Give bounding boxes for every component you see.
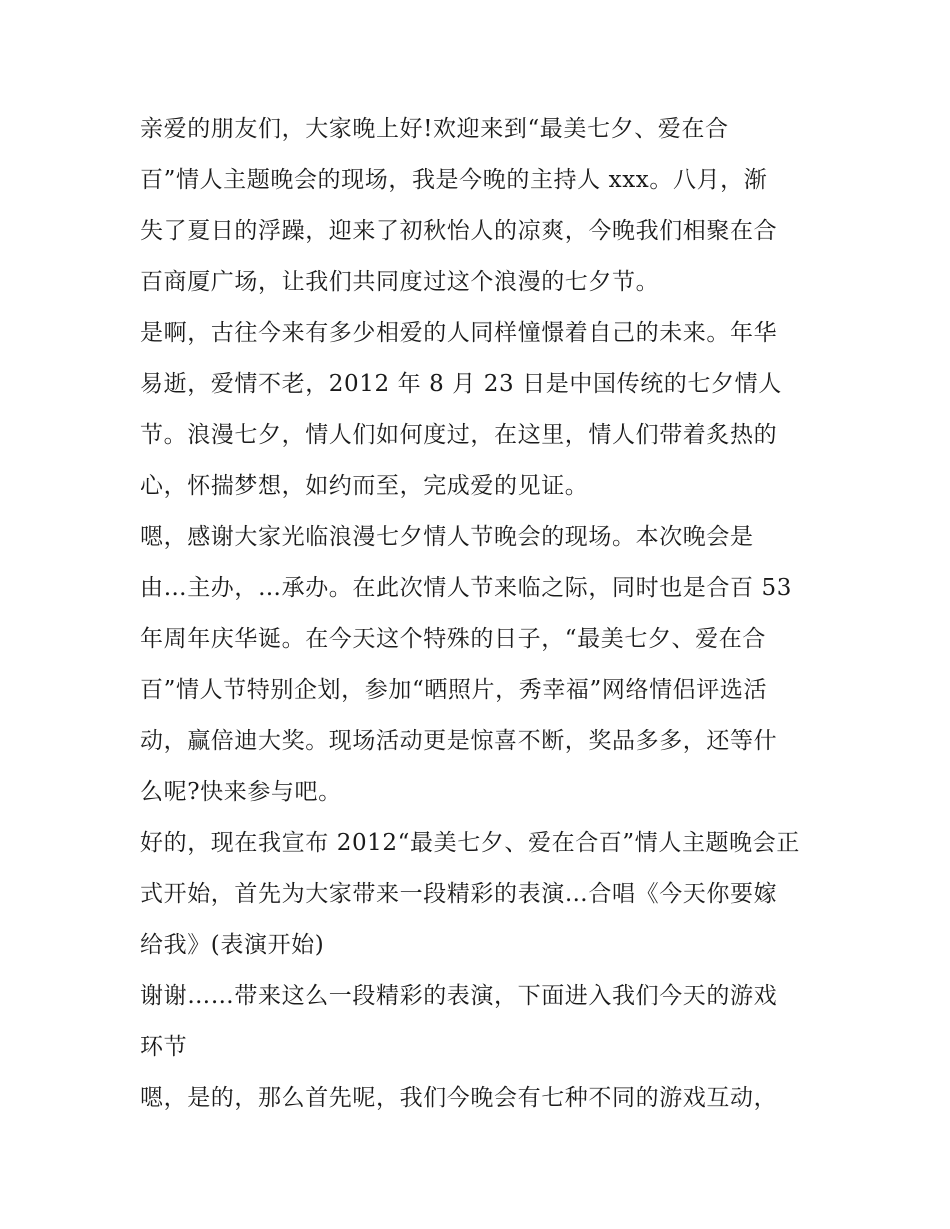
text-line: 好的，现在我宣布 2012“最美七夕、爱在合百”情人主题晚会正 [140, 830, 800, 856]
text-line: 节。浪漫七夕，情人们如何度过，在这里，情人们带着炙热的 [140, 422, 778, 448]
text-line: 心，怀揣梦想，如约而至，完成爱的见证。 [140, 473, 589, 499]
text-line: 嗯，感谢大家光临浪漫七夕情人节晚会的现场。本次晚会是 [140, 524, 754, 550]
document-body [140, 104, 820, 1124]
text-line: 谢谢……带来这么一段精彩的表演，下面进入我们今天的游戏 [140, 983, 778, 1009]
text-line: 百商厦广场，让我们共同度过这个浪漫的七夕节。 [140, 269, 660, 295]
text-line: 是啊，古往今来有多少相爱的人同样憧憬着自己的未来。年华 [140, 320, 778, 346]
text-line: 么呢?快来参与吧。 [140, 779, 342, 805]
text-line: 给我》(表演开始) [140, 932, 325, 958]
text-line: 百”情人主题晚会的现场，我是今晚的主持人 xxx。八月，渐 [140, 167, 768, 193]
text-line: 式开始，首先为大家带来一段精彩的表演…合唱《今天你要嫁 [140, 881, 778, 907]
text-line: 年周年庆华诞。在今天这个特殊的日子，“最美七夕、爱在合 [140, 626, 766, 652]
text-line: 由…主办，…承办。在此次情人节来临之际，同时也是合百 53 [140, 575, 792, 601]
text-line: 百”情人节特别企划，参加“晒照片，秀幸福”网络情侣评选活 [140, 677, 768, 703]
text-line: 环节 [140, 1034, 188, 1060]
text-line: 动，赢倍迪大奖。现场活动更是惊喜不断，奖品多多，还等什 [140, 728, 778, 754]
text-line: 易逝，爱情不老，2012 年 8 月 23 日是中国传统的七夕情人 [140, 371, 782, 397]
text-line: 嗯，是的，那么首先呢，我们今晚会有七种不同的游戏互动， [140, 1085, 778, 1111]
text-line: 亲爱的朋友们，大家晚上好!欢迎来到“最美七夕、爱在合 [140, 116, 729, 142]
text-line: 失了夏日的浮躁，迎来了初秋怡人的凉爽，今晚我们相聚在合 [140, 218, 778, 244]
